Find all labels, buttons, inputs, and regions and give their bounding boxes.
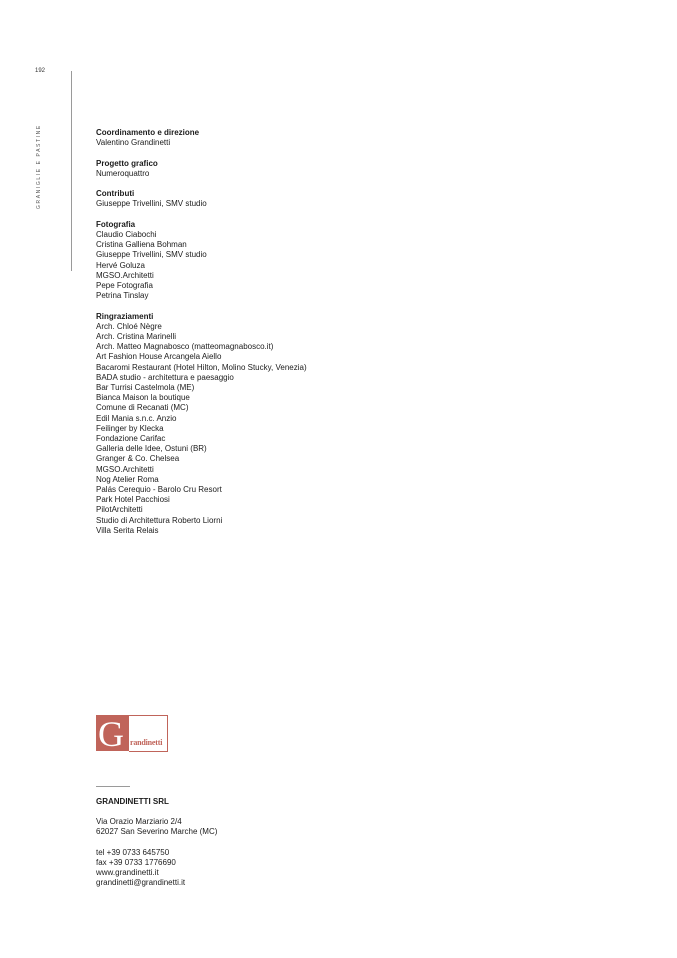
credits-section: [96, 189, 416, 209]
credit-line: Arch. Cristina Marinelli: [96, 332, 177, 341]
credit-line: Palás Cerequio - Barolo Cru Resort: [96, 485, 222, 495]
credit-line: Galleria delle Idee, Ostuni (BR): [96, 444, 207, 454]
vertical-divider: [71, 71, 72, 271]
credit-line: Hervé Goluza: [96, 260, 145, 270]
section-heading: Ringraziamenti: [96, 311, 154, 321]
company-name: GRANDINETTI SRL: [96, 797, 169, 806]
credit-line: Cristina Galliena Bohman: [96, 240, 187, 250]
section-heading: Contributi: [96, 189, 135, 199]
grandinetti-logo: [96, 714, 168, 754]
logo-mark: [96, 714, 129, 754]
credit-line: MGSO.Architetti: [96, 270, 154, 280]
credit-line: Comune di Recanati (MC): [96, 403, 189, 413]
phone-line: tel +39 0733 645750: [96, 847, 170, 857]
address-line: Via Orazio Marziario 2/4: [96, 817, 182, 827]
fax-line: fax +39 0733 1776690: [96, 858, 176, 867]
credit-line: Fondazione Carifac: [96, 434, 166, 444]
credit-line: Villa Serita Relais: [96, 525, 159, 535]
logo-text: randinetti: [130, 738, 163, 747]
address-line: 62027 San Severino Marche (MC): [96, 827, 218, 837]
credit-line: PilotArchitetti: [96, 505, 143, 515]
email-link[interactable]: grandinetti@grandinetti.it: [96, 878, 186, 888]
credit-line: Granger & Co. Chelsea: [96, 454, 180, 464]
company-address: [96, 817, 396, 837]
credit-line: Arch. Matteo Magnabosco (matteomagnabosco.it): [96, 342, 274, 352]
credit-line: Nog Atelier Roma: [96, 474, 159, 484]
credits-section: [96, 159, 416, 179]
page-number: 192: [35, 68, 46, 74]
company-info: [96, 797, 396, 889]
credit-line: Art Fashion House Arcangela Aiello: [96, 352, 222, 362]
credit-line: Claudio Ciabochi: [96, 229, 157, 239]
credit-line: Feilinger by Klecka: [96, 423, 164, 433]
credit-line: Petrina Tinslay: [96, 291, 149, 301]
section-heading: Progetto grafico: [96, 158, 158, 168]
credit-line: BADA studio - architettura e paesaggio: [96, 372, 234, 382]
credit-line: Numeroquattro: [96, 168, 150, 178]
credit-line: Giuseppe Trivellini, SMV studio: [96, 250, 207, 260]
credit-line: MGSO.Architetti: [96, 464, 154, 474]
credit-line: Giuseppe Trivellini, SMV studio: [96, 199, 207, 209]
credit-line: Valentino Grandinetti: [96, 138, 171, 148]
horizontal-divider: [96, 786, 130, 787]
credit-line: Edil Mania s.n.c. Anzio: [96, 413, 177, 423]
credits-section: [96, 128, 416, 148]
credit-line: Pepe Fotografia: [96, 281, 153, 290]
credits-section: [96, 312, 416, 536]
credit-line: Arch. Chloé Nègre: [96, 321, 162, 331]
credit-line: Bianca Maison la boutique: [96, 393, 190, 403]
side-title: GRANIGLIE E PASTINE: [36, 124, 42, 209]
logo-letter: G: [98, 714, 124, 754]
credit-line: Bacaromi Restaurant (Hotel Hilton, Molino Stucky, Venezia): [96, 362, 307, 372]
credits-list: [96, 128, 416, 546]
credit-line: Park Hotel Pacchiosi: [96, 495, 170, 505]
credit-line: Bar Turrisi Castelmola (ME): [96, 383, 195, 393]
website-link[interactable]: www.grandinetti.it: [96, 868, 159, 878]
section-heading: Coordinamento e direzione: [96, 128, 200, 137]
credit-line: Studio di Architettura Roberto Liorni: [96, 515, 223, 525]
section-heading: Fotografia: [96, 219, 136, 229]
company-contacts: [96, 848, 396, 889]
credits-section: [96, 220, 416, 302]
